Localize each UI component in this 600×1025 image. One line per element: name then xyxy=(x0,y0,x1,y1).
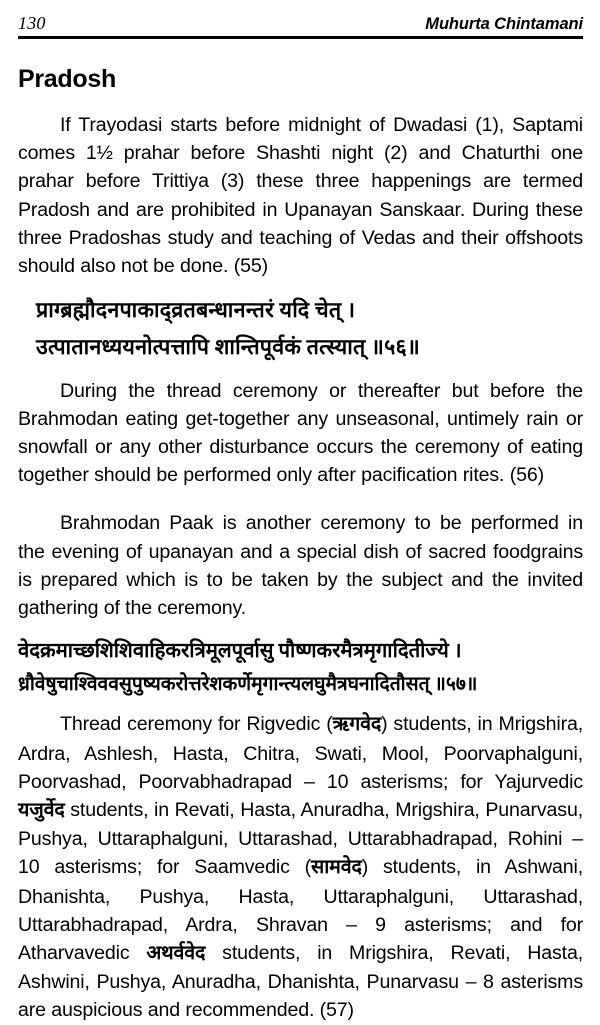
running-header xyxy=(18,0,583,33)
paragraph-verse-57-translation xyxy=(18,710,583,1024)
page-number: 130 xyxy=(18,13,46,33)
header-divider xyxy=(18,36,583,39)
text-run-5: students, in Mrigshira, Revati, Hasta, Ashwini, Pushya, Anuradha, Dhanishta, Punarvasu – 8 asterisms are auspicious and recommended. (57) xyxy=(18,941,583,1022)
text-run-2: ) students, in Mrigshira, Ardra, Ashlesh, Hasta, Chitra, Swati, Mool, Poorvaphalguni, Poorvashad, Poorvabhadrapad – 10 asterisms; for Yajurvedic xyxy=(18,713,583,793)
devanagari-yajurveda: यजुर्वेद xyxy=(18,799,65,821)
paragraph-verse-55-translation: If Trayodasi starts before midnight of Dwadasi (1), Saptami comes 1½ prahar before Shashti night (2) and Chaturthi one prahar before Trittiya (3) these three happenings are termed Pradosh and are prohibited in Upanayan Sanskaar. During these three Pradoshas study and teaching of Vedas and their offshoots should also not be done. (55) xyxy=(18,114,583,278)
devanagari-atharvaveda: अथर्ववेद xyxy=(146,942,206,964)
verse-line-1: प्राग्ब्रह्मौदनपाकाद्व्रतबन्धानन्तरं यदि चेत् । xyxy=(36,298,356,323)
paragraph-verse-56-translation: During the thread ceremony or thereafter but before the Brahmodan eating get-together any unseasonal, untimely rain or snowfall or any other disturbance occurs the ceremony of eating together should be performed only after pacification rites. (56) xyxy=(18,379,583,487)
verse-line-2: ध्रौवेषुचाश्विववसुपुष्यकरोत्तरेशकर्णेमृगान्त्यलघुमैत्रघनादितौसत् ॥५७॥ xyxy=(18,674,478,696)
verse-line-2: उत्पातानध्ययनोत्पत्तापि शान्तिपूर्वकं तत्स्यात् ॥५६॥ xyxy=(36,334,420,359)
sanskrit-verse-57 xyxy=(18,637,583,699)
text-run-3: students, in Revati, Hasta, Anuradha, Mrigshira, Punarvasu, Pushya, Uttaraphalguni, Uttarashad, Uttarabhadrapad, Rohini – 10 asterisms; for Saamvedic ( xyxy=(18,798,583,879)
text-run-1: Thread ceremony for Rigvedic ( xyxy=(60,713,333,736)
text-run-4: ) students, in Ashwani, Dhanishta, Pushya, Hasta, Uttaraphalguni, Uttarashad, Uttarabhadrapad, Ardra, Shravan – 9 asterisms; and for Atharvavedic xyxy=(18,856,583,964)
paragraph-brahmodan-paak: Brahmodan Paak is another ceremony to be performed in the evening of upanayan and a special dish of sacred foodgrains is prepared which is to be taken by the subject and the invited gathering of the ceremony. xyxy=(18,512,583,619)
devanagari-rigveda: ऋगवेद xyxy=(332,714,382,736)
book-title: Muhurta Chintamani xyxy=(425,14,583,33)
devanagari-samaveda: सामवेद xyxy=(311,857,362,879)
page-title: Pradosh xyxy=(18,64,116,93)
verse-line-1: वेदक्रमाच्छशिशिवाहिकरत्रिमूलपूर्वासु पौष्णकरमैत्रमृगादितीज्ये । xyxy=(18,640,462,663)
sanskrit-verse-56 xyxy=(18,296,583,362)
